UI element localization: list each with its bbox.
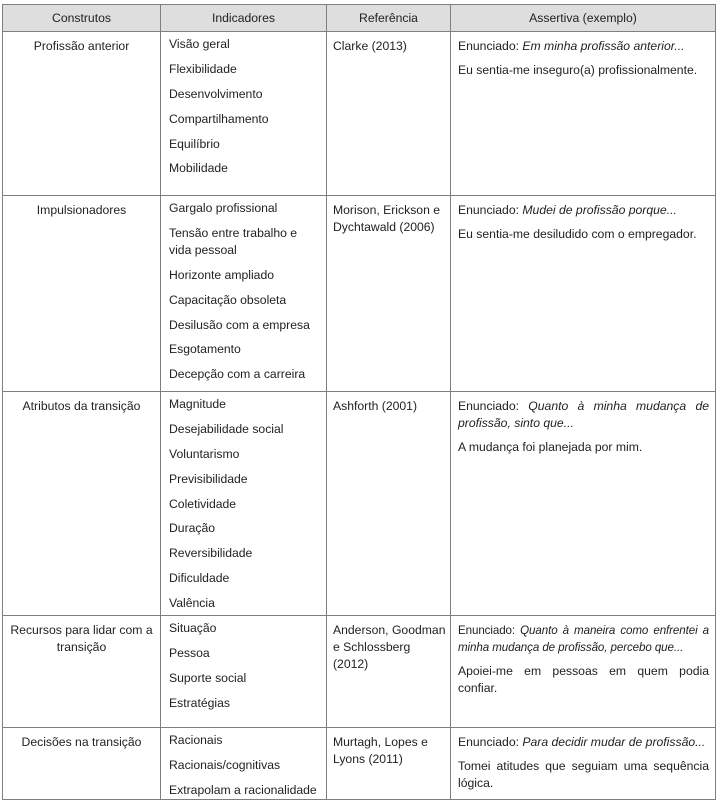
construto-cell: Impulsionadores [3,196,161,392]
enunciado-text: Em minha profissão anterior... [522,39,685,53]
indicador-item: Racionais/cognitivas [169,757,281,772]
construto-cell: Decisões na transição [3,728,161,800]
enunciado [458,38,709,55]
indicadores-cell [161,728,327,800]
enunciado [458,202,709,219]
indicador-item: Desilusão com a empresa [169,317,310,332]
construto-cell: Recursos para lidar com a transição [3,616,161,728]
table-row [3,196,716,392]
enunciado-text: Para decidir mudar de profissão... [522,735,706,749]
indicador-item: Desenvolvimento [169,86,263,101]
indicadores-cell [161,196,327,392]
indicador-item: Valência [169,596,215,611]
table-row [3,616,716,728]
enunciado-text: Mudei de profissão porque... [522,203,677,217]
indicador-item: Dificuldade [169,571,230,586]
exemplo-text: Eu sentia-me desiludido com o empregador. [458,227,697,241]
indicadores-cell [161,32,327,196]
referencia-cell: Murtagh, Lopes e Lyons (2011) [327,728,451,800]
indicador-item: Desejabilidade social [169,421,284,436]
table-row [3,32,716,196]
header-referencia: Referência [327,5,451,32]
enunciado [458,622,709,656]
assertiva-cell [451,392,716,616]
indicador-item: Estratégias [169,695,230,710]
indicador-item: Decepção com a carreira [169,367,306,382]
header-assertiva: Assertiva (exemplo) [451,5,716,32]
indicador-item: Mobilidade [169,161,228,176]
indicador-item: Visão geral [169,37,230,51]
indicador-item: Voluntarismo [169,446,240,461]
enunciado-label: Enunciado: [458,735,519,749]
indicador-item: Situação [169,621,217,635]
construto-cell: Atributos da transição [3,392,161,616]
enunciado [458,734,709,751]
exemplo-text: Tomei atitudes que seguiam uma sequência lógica. [458,759,709,790]
header-row [3,5,716,32]
assertiva-cell [451,32,716,196]
table-row [3,392,716,616]
enunciado-label: Enunciado: [458,203,519,217]
exemplo-text: A mudança foi planejada por mim. [458,440,643,454]
indicador-item: Tensão entre trabalho e vida pessoal [169,225,298,257]
exemplo-text: Apoiei-me em pessoas em quem podia confiar. [458,664,709,695]
enunciado-text: Quanto à maneira como enfrentei a minha mudança de profissão, percebo que... [458,624,710,654]
constructs-table [2,4,716,800]
enunciado-label: Enunciado: [458,39,519,53]
indicador-item: Capacitação obsoleta [169,292,287,307]
indicador-item: Coletividade [169,496,237,511]
indicador-item: Horizonte ampliado [169,267,275,282]
referencia-cell: Clarke (2013) [327,32,451,196]
exemplo-text: Eu sentia-me inseguro(a) profissionalmente. [458,63,698,77]
indicador-item: Racionais [169,733,223,747]
assertiva-cell [451,616,716,728]
indicador-item: Pessoa [169,645,210,660]
indicador-item: Extrapolam a racionalidade [169,782,317,797]
enunciado [458,398,709,432]
indicador-item: Reversibilidade [169,546,253,561]
indicador-item: Compartilhamento [169,111,269,126]
referencia-cell: Ashforth (2001) [327,392,451,616]
assertiva-cell [451,196,716,392]
table-row [3,728,716,800]
header-construtos: Construtos [3,5,161,32]
indicadores-cell [161,392,327,616]
assertiva-cell [451,728,716,800]
indicador-item: Gargalo profissional [169,201,278,215]
enunciado-label: Enunciado: [458,624,516,637]
referencia-cell: Anderson, Goodman e Schlossberg (2012) [327,616,451,728]
indicador-item: Flexibilidade [169,61,237,76]
indicador-item: Esgotamento [169,342,241,357]
indicador-item: Duração [169,521,216,536]
indicador-item: Magnitude [169,397,226,411]
indicador-item: Equilíbrio [169,136,220,151]
enunciado-label: Enunciado: [458,399,519,413]
indicador-item: Suporte social [169,670,247,685]
header-indicadores: Indicadores [161,5,327,32]
indicadores-cell [161,616,327,728]
enunciado-text: Quanto à minha mudança de profissão, sinto que... [458,399,709,430]
referencia-cell: Morison, Erickson e Dychtawald (2006) [327,196,451,392]
indicador-item: Previsibilidade [169,471,248,486]
construto-cell: Profissão anterior [3,32,161,196]
